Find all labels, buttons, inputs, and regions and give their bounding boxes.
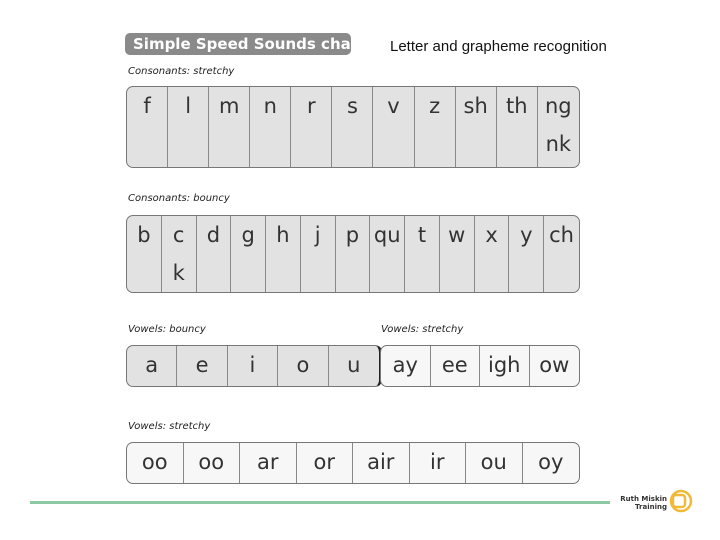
grapheme: qu xyxy=(373,223,401,247)
grapheme: y xyxy=(520,223,533,247)
label-vowels-bouncy: Vowels: bouncy xyxy=(128,324,206,335)
grapheme: ng xyxy=(545,94,572,118)
label-vowels-stretchy-1: Vowels: stretchy xyxy=(381,324,464,335)
grapheme-cell xyxy=(197,216,232,292)
label-consonants-bouncy: Consonants: bouncy xyxy=(128,193,230,204)
grapheme: ir xyxy=(430,450,445,474)
vowels-bouncy-grid xyxy=(126,345,382,387)
grapheme: r xyxy=(307,94,316,118)
slide-title: Letter and grapheme recognition xyxy=(390,38,607,55)
grapheme: l xyxy=(185,94,192,118)
grapheme: ou xyxy=(480,450,507,474)
grapheme-cell xyxy=(523,443,580,483)
logo-line-2: Training xyxy=(635,503,667,511)
grapheme: j xyxy=(314,223,321,247)
grapheme: ee xyxy=(441,353,468,377)
grapheme-cell xyxy=(127,87,168,167)
grapheme-cell xyxy=(544,216,579,292)
label-consonants-stretchy: Consonants: stretchy xyxy=(128,66,235,77)
footer-divider xyxy=(30,501,610,504)
grapheme: o xyxy=(296,353,310,377)
grapheme-cell xyxy=(373,87,414,167)
grapheme-cell xyxy=(530,346,580,386)
grapheme: ch xyxy=(549,223,574,247)
grapheme-cell xyxy=(466,443,523,483)
grapheme-cell xyxy=(475,216,510,292)
vowels-stretchy-grid-1 xyxy=(380,345,580,387)
grapheme-cell xyxy=(168,87,209,167)
grapheme-cell xyxy=(291,87,332,167)
consonants-stretchy-grid xyxy=(126,86,580,168)
grapheme-cell xyxy=(250,87,291,167)
grapheme-cell xyxy=(162,216,197,292)
grapheme: x xyxy=(485,223,498,247)
grapheme-cell xyxy=(127,346,177,386)
grapheme-cell xyxy=(231,216,266,292)
grapheme-cell xyxy=(410,443,467,483)
grapheme-cell xyxy=(177,346,227,386)
grapheme-cell xyxy=(415,87,456,167)
grapheme: oo xyxy=(198,450,225,474)
grapheme-cell xyxy=(480,346,530,386)
grapheme-cell xyxy=(266,216,301,292)
grapheme: g xyxy=(241,223,255,247)
consonants-bouncy-grid xyxy=(126,215,580,293)
grapheme-cell xyxy=(509,216,544,292)
grapheme-cell xyxy=(332,87,373,167)
grapheme-cell xyxy=(440,216,475,292)
grapheme: th xyxy=(505,94,528,118)
grapheme: oo xyxy=(141,450,168,474)
chart-title: Simple Speed Sounds chart xyxy=(125,33,351,55)
grapheme-cell xyxy=(405,216,440,292)
grapheme: n xyxy=(263,94,277,118)
grapheme: ow xyxy=(539,353,570,377)
grapheme-cell xyxy=(301,216,336,292)
grapheme: ar xyxy=(256,450,279,474)
grapheme-cell xyxy=(228,346,278,386)
grapheme-alt: nk xyxy=(545,132,572,156)
grapheme: t xyxy=(417,223,427,247)
grapheme: s xyxy=(346,94,358,118)
grapheme-cell xyxy=(538,87,579,167)
grapheme: v xyxy=(387,94,400,118)
grapheme-cell xyxy=(353,443,410,483)
grapheme-cell xyxy=(381,346,431,386)
grapheme-cell xyxy=(370,216,405,292)
logo-text xyxy=(617,495,667,511)
grapheme: u xyxy=(347,353,361,377)
grapheme-cell xyxy=(297,443,354,483)
grapheme-cell xyxy=(184,443,241,483)
grapheme-cell xyxy=(127,443,184,483)
grapheme: m xyxy=(218,94,240,118)
grapheme: igh xyxy=(488,353,521,377)
grapheme-cell xyxy=(497,87,538,167)
grapheme: e xyxy=(195,353,209,377)
grapheme: d xyxy=(206,223,221,247)
grapheme: f xyxy=(143,94,151,118)
label-vowels-stretchy-2: Vowels: stretchy xyxy=(128,421,211,432)
grapheme: b xyxy=(137,223,151,247)
grapheme: a xyxy=(145,353,159,377)
grapheme-alt: k xyxy=(172,261,185,285)
grapheme-cell xyxy=(336,216,371,292)
grapheme: h xyxy=(276,223,290,247)
grapheme: z xyxy=(429,94,441,118)
logo-line-1: Ruth Miskin xyxy=(620,495,667,503)
vowels-stretchy-grid-2 xyxy=(126,442,580,484)
grapheme: ay xyxy=(392,353,418,377)
grapheme: i xyxy=(249,353,256,377)
grapheme: oy xyxy=(538,450,564,474)
grapheme: w xyxy=(448,223,466,247)
grapheme: c xyxy=(172,223,185,247)
grapheme-cell xyxy=(456,87,497,167)
grapheme-cell xyxy=(209,87,250,167)
grapheme-cell xyxy=(329,346,379,386)
grapheme-cell xyxy=(127,216,162,292)
grapheme-cell xyxy=(278,346,328,386)
grapheme-cell xyxy=(431,346,481,386)
ruth-miskin-logo-icon xyxy=(667,488,693,514)
grapheme: air xyxy=(367,450,395,474)
grapheme: or xyxy=(313,450,335,474)
grapheme: p xyxy=(345,223,360,247)
grapheme: sh xyxy=(463,94,488,118)
grapheme-cell xyxy=(240,443,297,483)
